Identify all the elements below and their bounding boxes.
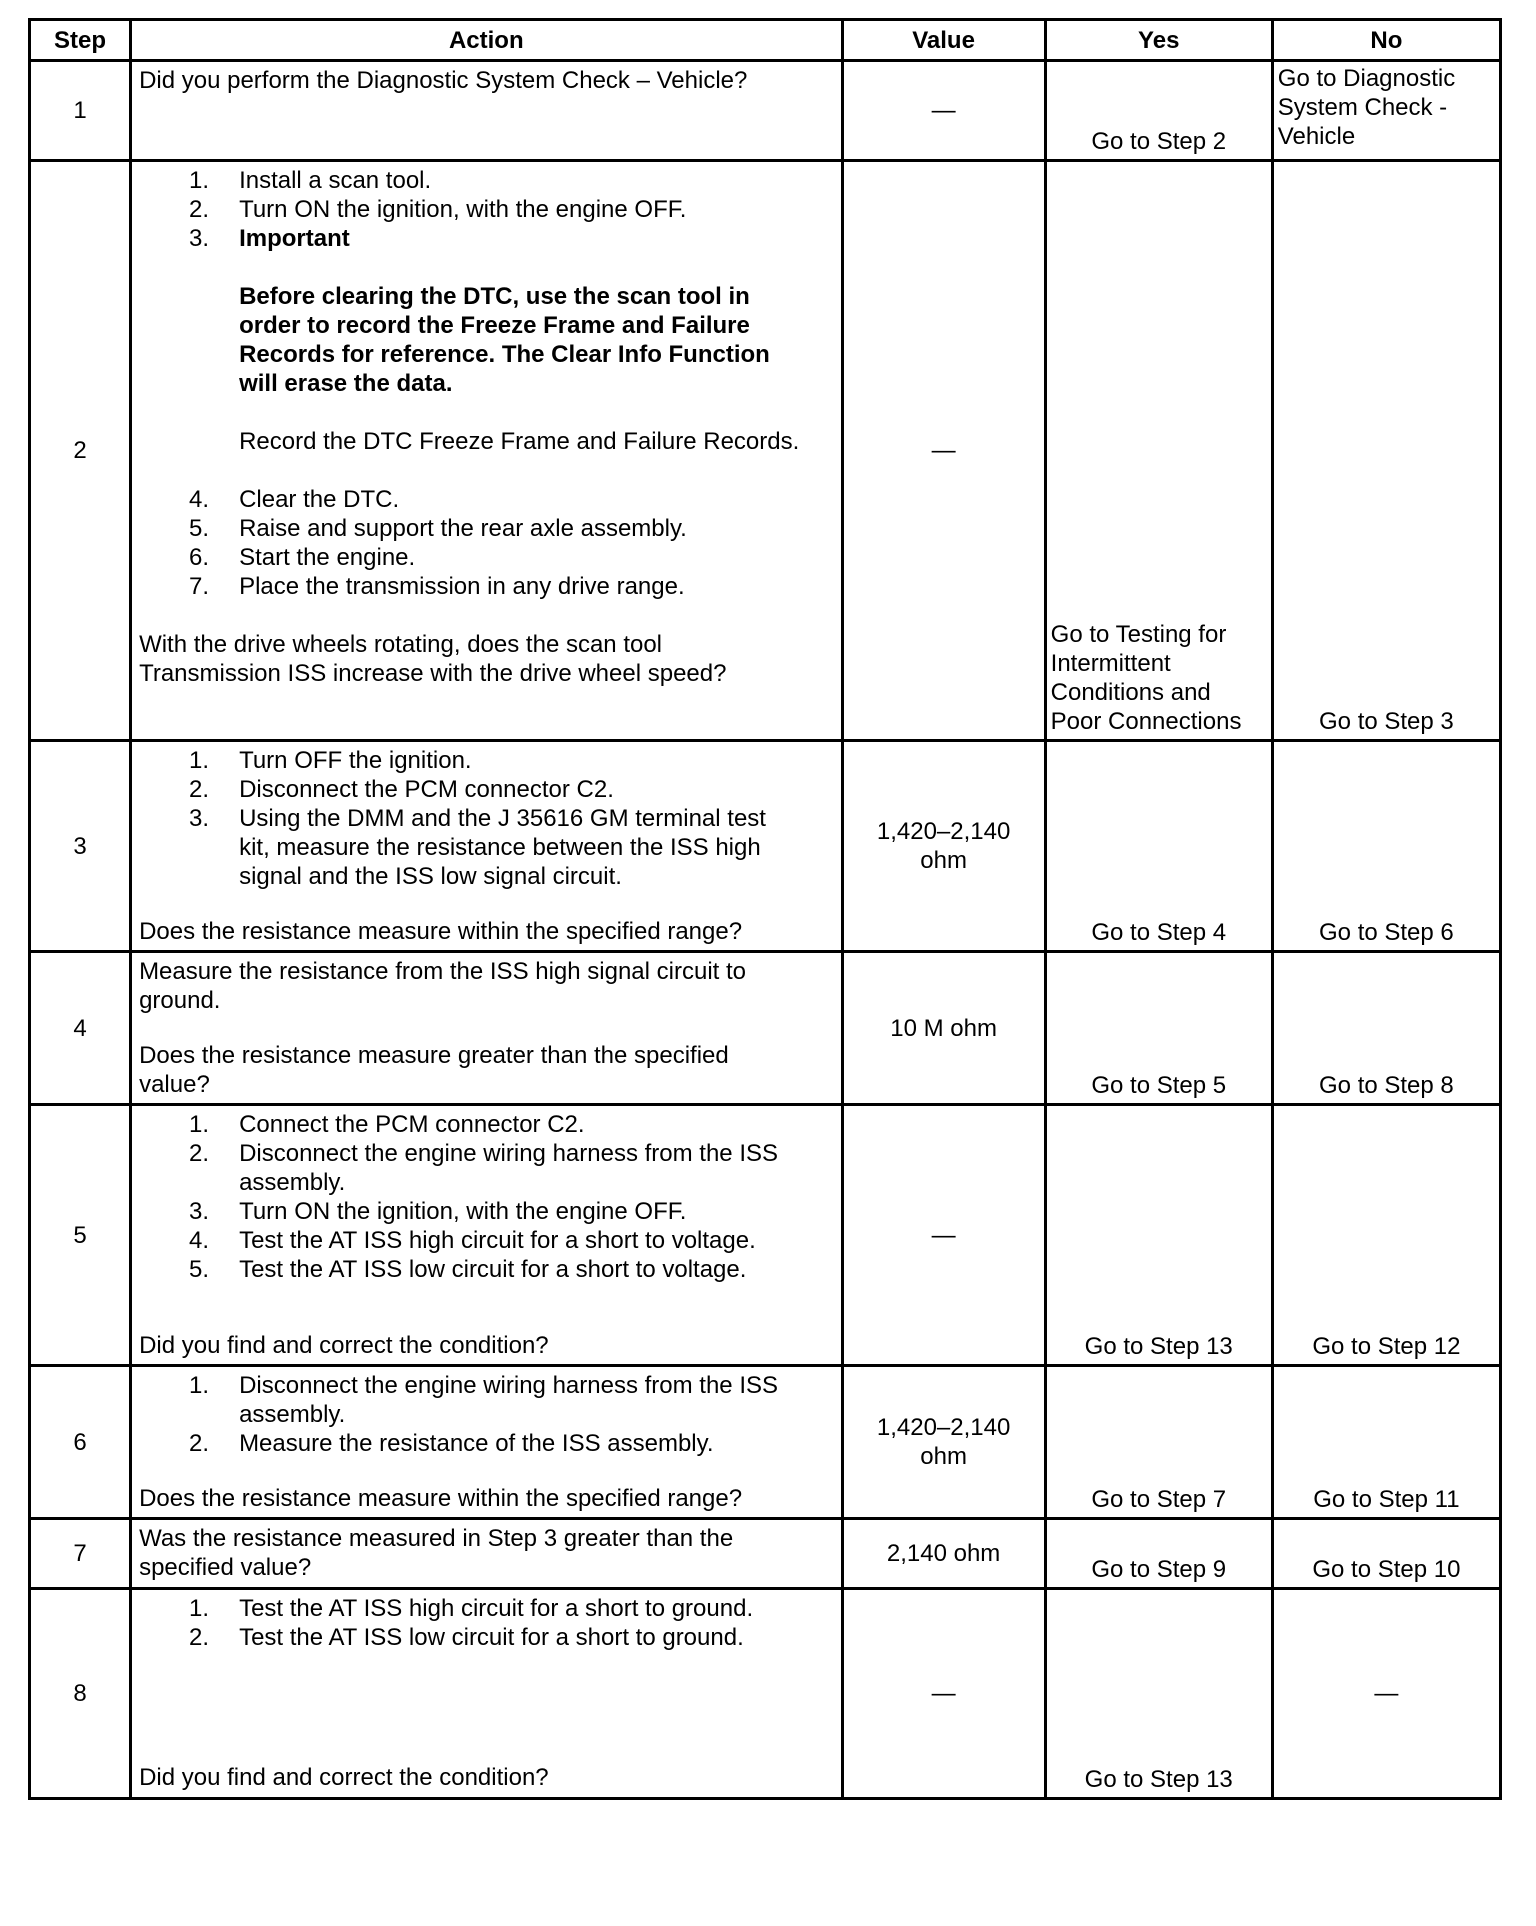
yes-link[interactable]: Go to Step 4: [1045, 741, 1272, 952]
table-row: [30, 1105, 1501, 1366]
list-item: 4. Clear the DTC.: [189, 486, 400, 513]
header-value: Value: [842, 20, 1045, 61]
action-cell: [131, 1105, 842, 1366]
value-cell: —: [842, 161, 1045, 741]
list-item: 5. Raise and support the rear axle assembly.: [189, 515, 687, 542]
action-question: With the drive wheels rotating, does the scan tool Transmission ISS increase with the drive wheel speed?: [139, 631, 727, 687]
action-cell: [131, 952, 842, 1105]
action-list: [139, 166, 834, 253]
action-cell: [131, 1589, 842, 1799]
yes-link[interactable]: Go to Step 5: [1045, 952, 1272, 1105]
value-cell: —: [842, 61, 1045, 161]
value-cell: 1,420–2,140 ohm: [842, 741, 1045, 952]
table-row: [30, 1519, 1501, 1589]
value-cell: 1,420–2,140 ohm: [842, 1366, 1045, 1519]
action-cell: [131, 741, 842, 952]
step-number: 6: [30, 1366, 131, 1519]
no-link: —: [1272, 1589, 1500, 1799]
header-step: Step: [30, 20, 131, 61]
no-link[interactable]: Go to Step 11: [1272, 1366, 1500, 1519]
list-item: 1. Connect the PCM connector C2.: [189, 1111, 585, 1138]
list-item: 2. Disconnect the engine wiring harness from the ISS assembly.: [189, 1140, 779, 1196]
list-item: 1. Install a scan tool.: [189, 167, 432, 194]
action-cell: [131, 61, 842, 161]
no-link[interactable]: Go to Step 8: [1272, 952, 1500, 1105]
no-link[interactable]: Go to Step 10: [1272, 1519, 1500, 1589]
list-item: 3. Turn ON the ignition, with the engine OFF.: [189, 1198, 687, 1225]
yes-link[interactable]: Go to Step 9: [1045, 1519, 1272, 1589]
list-item: 3. Important: [189, 225, 350, 252]
action-question: Does the resistance measure within the specified range?: [139, 1485, 743, 1512]
value-cell: —: [842, 1105, 1045, 1366]
step-number: 8: [30, 1589, 131, 1799]
list-item: 3. Using the DMM and the J 35616 GM terminal test kit, measure the resistance between the ISS high signal and the ISS low signal circuit.: [189, 805, 766, 890]
action-question: Was the resistance measured in Step 3 greater than the specified value?: [139, 1525, 734, 1581]
list-item: 1. Turn OFF the ignition.: [189, 747, 472, 774]
table-row: [30, 741, 1501, 952]
action-list: [139, 1594, 834, 1652]
table-row: [30, 61, 1501, 161]
action-cell: [131, 1366, 842, 1519]
yes-link[interactable]: Go to Step 13: [1045, 1589, 1272, 1799]
step-number: 5: [30, 1105, 131, 1366]
action-question: Does the resistance measure within the specified range?: [139, 918, 743, 945]
step-number: 1: [30, 61, 131, 161]
no-link[interactable]: Go to Step 12: [1272, 1105, 1500, 1366]
list-item: 5. Test the AT ISS low circuit for a short to voltage.: [189, 1256, 747, 1283]
step-number: 4: [30, 952, 131, 1105]
action-question: Did you find and correct the condition?: [139, 1764, 549, 1791]
table-row: [30, 1589, 1501, 1799]
important-note: Before clearing the DTC, use the scan tool in order to record the Freeze Frame and Failure Records for reference. The Clear Info Function will erase the data.: [239, 283, 770, 397]
action-instruction: Measure the resistance from the ISS high signal circuit to ground.: [139, 958, 747, 1014]
table-row: [30, 952, 1501, 1105]
list-item: 1. Disconnect the engine wiring harness from the ISS assembly.: [189, 1372, 779, 1428]
value-cell: —: [842, 1589, 1045, 1799]
action-list: [139, 1110, 834, 1284]
action-question: Does the resistance measure greater than the specified value?: [139, 1042, 729, 1098]
action-list: [139, 746, 834, 891]
record-instruction: Record the DTC Freeze Frame and Failure Records.: [239, 428, 800, 455]
yes-link[interactable]: Go to Testing for Intermittent Conditions and Poor Connections: [1045, 161, 1272, 741]
no-link[interactable]: Go to Step 3: [1272, 161, 1500, 741]
value-cell: 2,140 ohm: [842, 1519, 1045, 1589]
action-list: [139, 485, 834, 601]
yes-link[interactable]: Go to Step 7: [1045, 1366, 1272, 1519]
yes-link[interactable]: Go to Step 2: [1045, 61, 1272, 161]
action-question: Did you find and correct the condition?: [139, 1332, 549, 1359]
header-yes: Yes: [1045, 20, 1272, 61]
list-item: 4. Test the AT ISS high circuit for a short to voltage.: [189, 1227, 756, 1254]
step-number: 7: [30, 1519, 131, 1589]
table-row: [30, 161, 1501, 741]
list-item: 2. Turn ON the ignition, with the engine OFF.: [189, 196, 687, 223]
yes-link[interactable]: Go to Step 13: [1045, 1105, 1272, 1366]
table-row: [30, 1366, 1501, 1519]
no-link[interactable]: Go to Step 6: [1272, 741, 1500, 952]
list-item: 1. Test the AT ISS high circuit for a short to ground.: [189, 1595, 754, 1622]
diagnostic-table: [28, 18, 1502, 1800]
value-cell: 10 M ohm: [842, 952, 1045, 1105]
list-item: 6. Start the engine.: [189, 544, 416, 571]
header-no: No: [1272, 20, 1500, 61]
step-number: 2: [30, 161, 131, 741]
list-item: 7. Place the transmission in any drive range.: [189, 573, 685, 600]
action-cell: [131, 1519, 842, 1589]
list-item: 2. Disconnect the PCM connector C2.: [189, 776, 614, 803]
header-action: Action: [131, 20, 842, 61]
list-item: 2. Test the AT ISS low circuit for a short to ground.: [189, 1624, 744, 1651]
action-list: [139, 1371, 834, 1458]
list-item: 2. Measure the resistance of the ISS assembly.: [189, 1430, 714, 1457]
action-question: Did you perform the Diagnostic System Check – Vehicle?: [139, 67, 748, 94]
action-cell: [131, 161, 842, 741]
step-number: 3: [30, 741, 131, 952]
no-link[interactable]: Go to Diagnostic System Check - Vehicle: [1272, 61, 1500, 161]
header-row: [30, 20, 1501, 61]
